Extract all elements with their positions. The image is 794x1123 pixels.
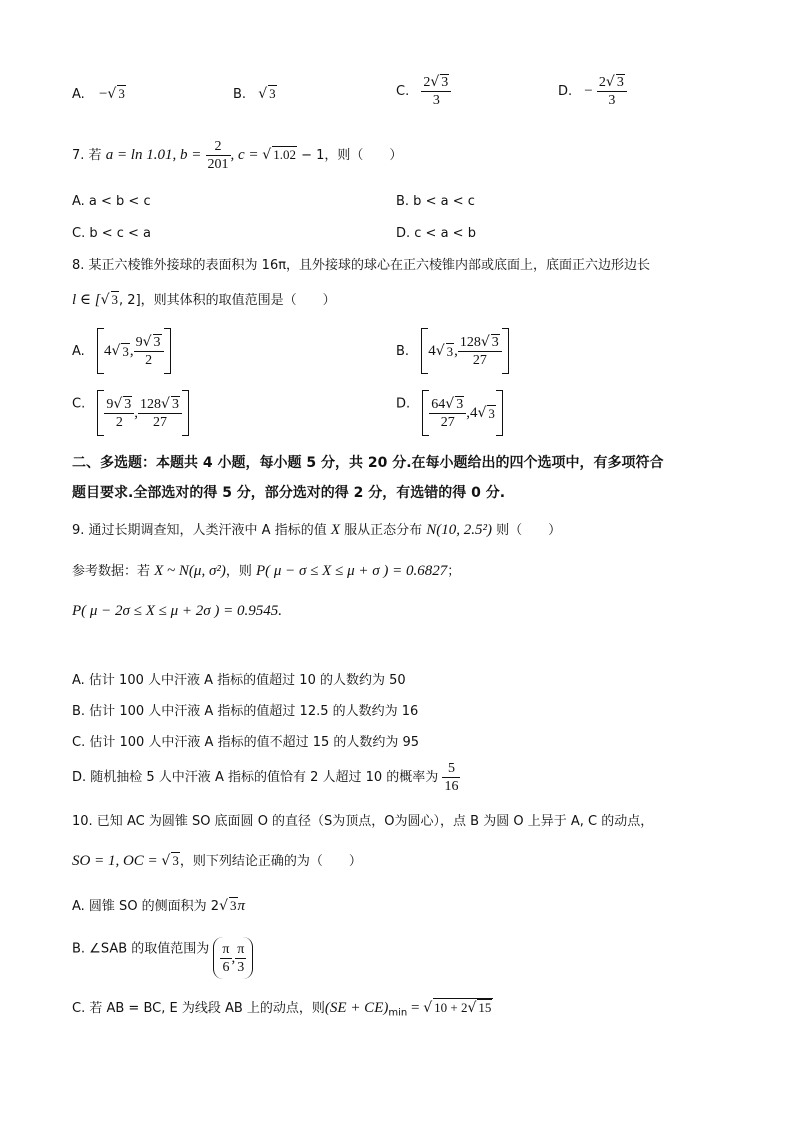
q7-option-c: C. b < c < a <box>72 226 152 241</box>
q10-option-b: B. ∠SAB 的取值范围为 $\frac{\pi}{6}$ , $\frac{\pi}{3}$ <box>72 937 253 979</box>
q6-option-c <box>396 74 451 109</box>
q8-option-c: C. $\frac{9√ 3}{2}$ , $\frac{128√ 3}{27}$ <box>72 390 189 436</box>
q8-option-b: B. 4 √ 3 , $\frac{128√ 3}{27}$ <box>396 328 509 374</box>
q6-option-c-fraction: $\frac{2√ 3}{3}$ <box>421 74 451 109</box>
q6-option-c-label: C. <box>396 84 410 99</box>
q6-option-b-label: B. <box>233 87 247 102</box>
q10-stem-line2: SO = 1, OC = √ 3，则下列结论正确的为（ ） <box>72 853 362 869</box>
q8-stem-line2: l ∈ [√ 3, 2]，则其体积的取值范围是（ ） <box>72 292 336 308</box>
q10-option-a: A. 圆锥 SO 的侧面积为 2√ 3π <box>72 898 246 914</box>
q8-option-d: D. $\frac{64√ 3}{27}$ , 4 √ 3 <box>396 390 503 436</box>
q6-option-b-rad: 3 <box>269 86 276 101</box>
q10-stem-line1: 10. 已知 AC 为圆锥 SO 底面圆 O 的直径（S为顶点，O为圆心），点 B 为圆 O 上异于 A, C 的动点， <box>72 814 654 829</box>
q6-option-a: A. −√ 3 <box>72 86 125 102</box>
q6-option-d-label: D. <box>558 84 573 99</box>
q8-stem-line1: 8. 某正六棱锥外接球的表面积为 16π，且外接球的球心在正六棱锥内部或底面上，底面正六边形边长 <box>72 258 651 273</box>
q7-option-b: B. b < a < c <box>396 194 475 209</box>
q7-stem: 7. 若 a = ln 1.01, b = $\frac{2}{201}$ , c = √ 1.02 − 1，则（ ） <box>72 139 403 172</box>
q9-stem: 9. 通过长期调查知，人类汗液中 A 指标的值 X 服从正态分布 N(10, 2.5²) 则（ ） <box>72 522 562 538</box>
q7-option-a: A. a < b < c <box>72 194 151 209</box>
q9-option-b: B. 估计 100 人中汗液 A 指标的值超过 12.5 的人数约为 16 <box>72 704 419 719</box>
q9-option-d: D. 随机抽检 5 人中汗液 A 指标的值恰有 2 人超过 10 的概率为 $\frac{5}{16}$ <box>72 761 459 794</box>
q6-option-a-rad: 3 <box>118 86 125 101</box>
q10-option-c: C. 若 AB = BC, E 为线段 AB 上的动点，则$(SE + CE)_{min}$ = √ 10 + 2√ 15 <box>72 1000 492 1019</box>
q6-option-b: B. √ 3 <box>233 86 276 102</box>
q7-fraction: $\frac{2}{201}$ <box>207 139 229 172</box>
section2-heading-line1: 二、多选题：本题共 4 小题，每小题 5 分，共 20 分.在每小题给出的四个选项中，有多项符合 <box>72 455 664 471</box>
q6-option-d-fraction: $\frac{2√ 3}{3}$ <box>597 74 627 109</box>
q9-option-c: C. 估计 100 人中汗液 A 指标的值不超过 15 的人数约为 95 <box>72 735 420 750</box>
q9-option-a: A. 估计 100 人中汗液 A 指标的值超过 10 的人数约为 50 <box>72 673 406 688</box>
section2-heading-line2: 题目要求.全部选对的得 5 分，部分选对的得 2 分，有选错的得 0 分. <box>72 485 506 501</box>
q8-option-a: A. 4 √ 3 , $\frac{9√ 3}{2}$ <box>72 328 171 374</box>
q6-option-d: D. − $\frac{2√ 3}{3}$ <box>558 74 627 109</box>
q9-reference-line2: P( μ − 2σ ≤ X ≤ μ + 2σ ) = 0.9545. <box>72 603 282 619</box>
q6-option-a-label: A. <box>72 87 85 102</box>
q6-option-a-minus: − <box>98 86 108 102</box>
q9-reference-line1: 参考数据：若 X ~ N(μ, σ²)，则 P( μ − σ ≤ X ≤ μ + σ ) = 0.6827； <box>72 563 461 579</box>
q7-option-d: D. c < a < b <box>396 226 476 241</box>
